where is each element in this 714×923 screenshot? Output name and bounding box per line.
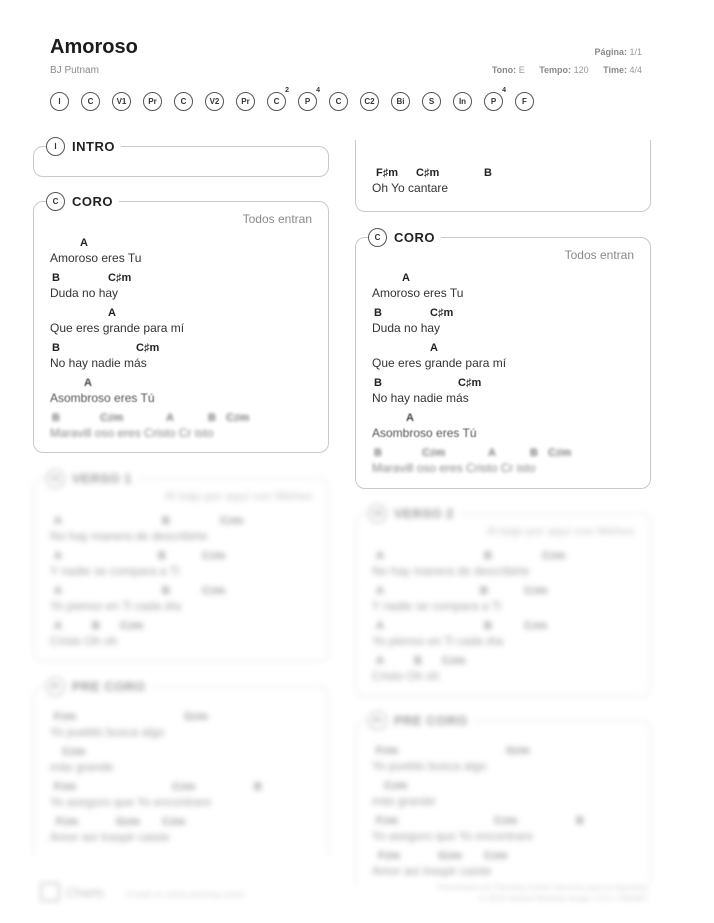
chord-line	[50, 342, 330, 374]
section-pre-coro	[33, 678, 329, 856]
section-coro	[33, 193, 329, 453]
chord: C♯m	[430, 307, 454, 319]
chord: C♯m	[108, 272, 132, 284]
page-indicator	[594, 47, 642, 57]
chord: B	[484, 167, 492, 179]
chord: B	[484, 620, 492, 632]
section-pre-coro-2	[355, 712, 651, 885]
chord: C♯m	[548, 447, 572, 459]
chord-line	[50, 816, 330, 848]
chord: B	[576, 815, 584, 827]
chord: G♯m	[184, 711, 208, 723]
chord-line	[50, 377, 330, 409]
chord: G♯m	[506, 745, 530, 757]
lyric: Yo pueblo busca algo	[50, 725, 165, 739]
chord-line	[50, 585, 330, 617]
key-label: Tono:	[491, 65, 517, 75]
chord: C♯m	[524, 585, 548, 597]
lyric: No hay manera de describirte	[50, 529, 208, 543]
time-label: Time:	[603, 65, 627, 75]
chord: F♯m	[54, 781, 76, 793]
chord: C♯m	[458, 377, 482, 389]
lyric: No hay nadie más	[50, 356, 147, 370]
flow-pill[interactable]	[329, 92, 348, 111]
chord: B	[208, 412, 216, 424]
chord: B	[530, 447, 538, 459]
section-intro	[33, 138, 329, 177]
flow-pill[interactable]	[515, 92, 534, 111]
lyric: Duda no hay	[50, 286, 119, 300]
flow-pill[interactable]	[174, 92, 193, 111]
section-badge: V1	[46, 469, 65, 488]
flow-pill[interactable]	[50, 92, 69, 111]
chord-line	[50, 272, 330, 304]
footer-logo-text: Charts	[66, 885, 105, 900]
chord: A	[488, 447, 496, 459]
chord: C♯m	[62, 746, 86, 758]
lyric: Amor así traspir caiste	[50, 830, 170, 844]
chord-line	[50, 515, 330, 547]
chord-line	[372, 307, 652, 339]
flow-pill[interactable]	[112, 92, 131, 111]
chord-line	[50, 307, 330, 339]
chord: A	[376, 550, 384, 562]
flow-pill-label: S	[428, 97, 435, 106]
chord: A	[402, 272, 410, 284]
chord: A	[166, 412, 174, 424]
chord: C♯m	[384, 780, 408, 792]
chord-line	[372, 620, 652, 652]
flow-pill-label: C2	[364, 97, 375, 106]
charts-logo-icon	[40, 882, 60, 902]
flow-pill[interactable]	[81, 92, 100, 111]
chord: F♯m	[54, 711, 76, 723]
chord: B	[414, 655, 422, 667]
flow-pill-label: V1	[116, 97, 127, 106]
chord-line	[372, 550, 652, 582]
chord: F♯m	[56, 816, 78, 828]
chord: C♯m	[100, 412, 124, 424]
flow-pill-label: I	[58, 97, 61, 106]
chord: A	[376, 655, 384, 667]
section-badge: I	[46, 137, 65, 156]
chord-line	[372, 585, 652, 617]
song-title: Amoroso	[50, 36, 138, 58]
chord: B	[374, 307, 382, 319]
page-value: 1/1	[629, 47, 642, 57]
section-note: Al bajo por aquí con Wehes	[486, 524, 634, 538]
chord-line	[50, 781, 330, 813]
song-artist: BJ Putnam	[50, 65, 99, 76]
lyric: No hay nadie más	[372, 391, 469, 405]
section-badge: Pr	[368, 711, 387, 730]
chord: A	[54, 515, 62, 527]
chord-line	[372, 850, 652, 882]
chord-line	[50, 412, 330, 444]
lyric: Amoroso eres Tu	[50, 251, 142, 265]
chord: C♯m	[172, 781, 196, 793]
chord: A	[54, 585, 62, 597]
footer-copyright-line-1: Presentado por Planning Center Services para la impresión	[437, 883, 648, 892]
flow-pill-label: In	[458, 97, 467, 106]
section-name: VERSO 1	[72, 470, 132, 486]
flow-pill[interactable]	[391, 92, 410, 111]
lyric: Amoroso eres Tu	[372, 286, 464, 300]
flow-pill-label: Pr	[148, 97, 157, 106]
chord-line	[50, 746, 330, 778]
section-badge: Pr	[46, 677, 65, 696]
chord: C♯m	[422, 447, 446, 459]
chord-line	[50, 237, 330, 269]
chord: A	[376, 620, 384, 632]
section-badge: C	[46, 192, 65, 211]
lyric: Que eres grande para mí	[50, 321, 185, 335]
footer-copyright-line-2: © 2016 Vertical Worship Songs / CCLI 7091987	[479, 894, 648, 903]
chord: B	[480, 585, 488, 597]
chord: C♯m	[136, 342, 160, 354]
section-header	[46, 191, 119, 211]
lyric: Cristo Oh oh	[372, 669, 440, 683]
lyric: Yo aseguro que Yo encontrare	[372, 829, 534, 843]
lyric: Yo pienso en Ti cada día	[372, 634, 503, 648]
chord-line	[372, 412, 652, 444]
chord: B	[52, 412, 60, 424]
section-coro-2	[355, 229, 651, 489]
chord-line	[372, 167, 652, 199]
chord: G♯m	[438, 850, 462, 862]
lyric: más grande	[50, 760, 114, 774]
lyric: Maravill oso eres Cristo Cr isto	[50, 426, 214, 440]
lyric: Asombroso eres Tú	[372, 426, 477, 440]
flow-pill[interactable]	[267, 87, 289, 111]
section-header	[368, 227, 441, 247]
section-name: PRE CORO	[72, 678, 146, 694]
tempo-value: 120	[573, 65, 589, 75]
chord-line	[50, 711, 330, 743]
chord-line	[50, 620, 330, 652]
section-header	[368, 710, 473, 730]
chord: A	[54, 550, 62, 562]
section-name: CORO	[394, 229, 435, 245]
lyric: Oh Yo cantare	[372, 181, 449, 195]
chord-line	[372, 655, 652, 687]
lyric: Duda no hay	[372, 321, 441, 335]
chord-line	[372, 377, 652, 409]
chord: C♯m	[484, 850, 508, 862]
flow-pill-label: V2	[209, 97, 220, 106]
flow-pill-label: C	[273, 97, 280, 106]
section-name: PRE CORO	[394, 712, 468, 728]
chord: A	[80, 237, 88, 249]
chord: A	[108, 307, 116, 319]
key-value: E	[518, 65, 525, 75]
chord-line	[372, 780, 652, 812]
song-meta	[492, 65, 642, 75]
chord: F♯m	[376, 745, 398, 757]
flow-pill[interactable]	[484, 87, 506, 111]
chord-line	[372, 342, 652, 374]
section-note: Al bajo por aquí con Wehes	[164, 489, 312, 503]
section-header	[46, 468, 138, 488]
chord: F♯m	[376, 815, 398, 827]
section-continuation	[355, 140, 651, 212]
lyric: Yo pueblo busca algo	[372, 759, 487, 773]
section-badge: V2	[368, 504, 387, 523]
footer-credit: Creado en charts.planning center	[126, 890, 245, 899]
song-header	[50, 36, 642, 80]
lyric: más grande	[372, 794, 436, 808]
chord: C♯m	[542, 550, 566, 562]
flow-pill[interactable]	[298, 87, 320, 111]
section-badge: C	[368, 228, 387, 247]
section-name: CORO	[72, 193, 113, 209]
section-header	[368, 503, 460, 523]
chord: G♯m	[116, 816, 140, 828]
section-verse-2	[355, 505, 651, 697]
chord: A	[376, 585, 384, 597]
chord: A	[54, 620, 62, 632]
time-value: 4/4	[629, 65, 642, 75]
chord: B	[162, 585, 170, 597]
chord: C♯m	[226, 412, 250, 424]
section-verse-1	[33, 470, 329, 662]
section-name: INTRO	[72, 138, 115, 154]
chord: F♯m	[376, 167, 398, 179]
flow-pill-label: F	[522, 97, 527, 106]
chord: C♯m	[202, 585, 226, 597]
chord: B	[162, 515, 170, 527]
flow-pill-label: Pr	[241, 97, 250, 106]
lyric: Yo aseguro que Yo encontrare	[50, 795, 212, 809]
flow-pill-label: C	[87, 97, 94, 106]
chord: C♯m	[416, 167, 440, 179]
chord: B	[374, 377, 382, 389]
chord: C♯m	[220, 515, 244, 527]
lyric: Yo pienso en Ti cada día	[50, 599, 181, 613]
lyric: Asombroso eres Tú	[50, 391, 155, 405]
tempo-label: Tempo:	[539, 65, 572, 75]
section-note: Todos entran	[564, 248, 634, 262]
chord: F♯m	[378, 850, 400, 862]
lyric: Que eres grande para mí	[372, 356, 507, 370]
lyric: Y nadie se compara a Ti	[50, 564, 180, 578]
lyric: Y nadie se compara a Ti	[372, 599, 502, 613]
chord: B	[52, 342, 60, 354]
chord: B	[254, 781, 262, 793]
flow-pill-repeat: 2	[285, 87, 289, 94]
page-footer	[38, 880, 658, 910]
chord: B	[158, 550, 166, 562]
chord-line	[372, 272, 652, 304]
chord: C♯m	[442, 655, 466, 667]
chord: B	[52, 272, 60, 284]
chord-line	[50, 550, 330, 582]
chord-line	[372, 447, 652, 479]
section-header	[46, 676, 151, 696]
flow-pill-label: C	[335, 97, 342, 106]
flow-pill[interactable]	[143, 92, 162, 111]
flow-pill-label: P	[304, 97, 311, 106]
chord-line	[372, 815, 652, 847]
chord: A	[430, 342, 438, 354]
flow-pill-label: P	[490, 97, 497, 106]
chord-line	[372, 745, 652, 777]
footer-copyright	[437, 882, 648, 904]
section-header	[46, 136, 121, 156]
chord: C♯m	[524, 620, 548, 632]
lyric: Maravill oso eres Cristo Cr isto	[372, 461, 536, 475]
chord: C♯m	[162, 816, 186, 828]
chord: B	[374, 447, 382, 459]
flow-pill[interactable]	[453, 92, 472, 111]
chord: A	[84, 377, 92, 389]
page-label: Página:	[594, 47, 627, 57]
section-note: Todos entran	[242, 212, 312, 226]
flow-pill[interactable]	[205, 92, 224, 111]
flow-pill-repeat: 4	[316, 87, 320, 94]
flow-pill[interactable]	[422, 92, 441, 111]
chord: C♯m	[202, 550, 226, 562]
flow-pill-repeat: 4	[502, 87, 506, 94]
flow-pill[interactable]	[236, 92, 255, 111]
chord: C♯m	[494, 815, 518, 827]
chord: B	[92, 620, 100, 632]
chord: B	[484, 550, 492, 562]
lyric: No hay manera de describirte	[372, 564, 530, 578]
chord: A	[406, 412, 414, 424]
lyric: Cristo Oh oh	[50, 634, 118, 648]
lyric: Amor así traspir caiste	[372, 864, 492, 878]
flow-pill-label: C	[180, 97, 187, 106]
flow-pill[interactable]	[360, 92, 379, 111]
chord: C♯m	[120, 620, 144, 632]
section-name: VERSO 2	[394, 505, 454, 521]
flow-pill-label: Bi	[396, 97, 405, 106]
